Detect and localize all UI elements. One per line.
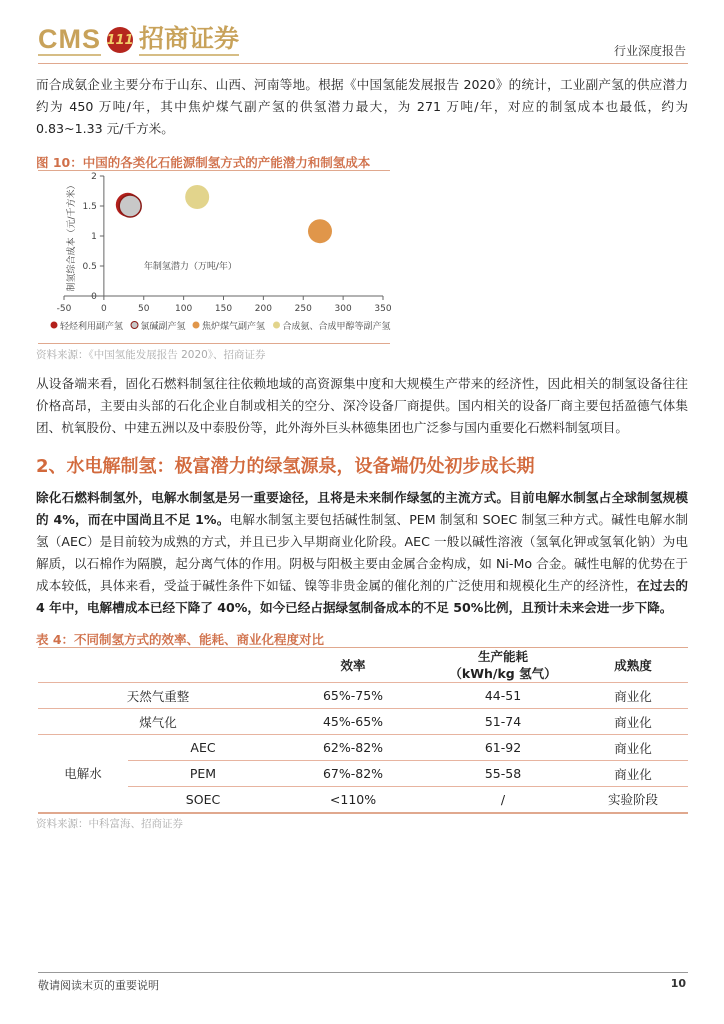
y-tick-label: 0.5 bbox=[82, 262, 97, 272]
y-tick-label: 2 bbox=[91, 172, 97, 182]
cell: 商业化 bbox=[578, 683, 688, 709]
y-axis-label: 制氢综合成本（元/千方米） bbox=[66, 180, 77, 292]
header-energy-l2: （kWh/kg 氢气） bbox=[449, 666, 557, 681]
x-tick-label: 50 bbox=[138, 304, 150, 314]
x-tick-label: -50 bbox=[56, 304, 72, 314]
paragraph-1: 而合成氨企业主要分布于山东、山西、河南等地。根据《中国氢能发展报告 2020》的统计，工业副产氢的供应潜力约为 450 万吨/年，其中焦炉煤气副产氢的供氢潜力最大，为 271 万吨/年，对应的制氢成本也最低，约为 0.83~1.33 元/千方米。 bbox=[36, 77, 688, 136]
legend-marker bbox=[273, 322, 280, 329]
y-tick-label: 0 bbox=[91, 292, 97, 302]
cell: 商业化 bbox=[578, 709, 688, 735]
x-tick-label: 300 bbox=[334, 304, 352, 314]
bubble-合成氨、合成甲醇等副产氢 bbox=[185, 185, 209, 209]
company-logo bbox=[38, 24, 239, 56]
legend-label: 合成氨、合成甲醇等副产氢 bbox=[282, 322, 391, 332]
cell: 67%-82% bbox=[322, 766, 384, 781]
figure-source: 资料来源：《中国氢能发展报告 2020》、招商证券 bbox=[36, 349, 266, 361]
table-source: 资料来源：中科富海、招商证券 bbox=[36, 818, 183, 830]
bold-text-1: 除化石燃料制氢外，电解水制氢是另一重要途径，且将是未来制作绿氢的主流方式。目前电解水制氢占全球制氢规模的 4%，而在中国尚且不足 1%。 bbox=[36, 490, 688, 527]
row-name: 天然气重整 bbox=[38, 683, 278, 709]
legend-marker bbox=[193, 322, 200, 329]
row-name: AEC bbox=[128, 735, 278, 761]
cell: / bbox=[500, 791, 506, 807]
header-energy-l1: 生产能耗 bbox=[477, 649, 528, 664]
text-1: 电解水制氢主要包括碱性制氢、PEM 制氢和 SOEC 制氢三种方式。碱性电解水制氢（AEC）是目前较为成熟的方式，并且已步入早期商业化阶段。AEC 一般以碱性溶液（氢氧化钾或氢氧化钠）为电解质，以石棉作为隔膜，起分离气体的作用。阴极与阳极主要由金属合金构成，如 Ni-Mo 合金。碱性电解的优势在于成本较低，具体来看，受益于碱性条件下如锰、镍等非贵金属的催化剂的广泛使用和规模化生产的经济性， bbox=[36, 512, 689, 593]
cell: 62%-82% bbox=[278, 735, 428, 761]
legend-label: 氯碱副产氢 bbox=[140, 322, 186, 332]
logo-cn: 招商证券 bbox=[139, 24, 239, 56]
x-tick-label: 350 bbox=[374, 304, 392, 314]
cell: 45%-65% bbox=[278, 709, 428, 735]
figure-divider bbox=[38, 170, 390, 171]
cell: 65%-75% bbox=[278, 683, 428, 709]
page-number: 10 bbox=[670, 977, 686, 990]
x-tick-label: 100 bbox=[175, 304, 193, 314]
x-tick-label: 0 bbox=[101, 304, 107, 314]
cell: 实验阶段 bbox=[607, 792, 658, 808]
cell: 51-74 bbox=[428, 709, 578, 735]
report-type: 行业深度报告 bbox=[613, 44, 686, 58]
cell: <110% bbox=[329, 791, 377, 807]
y-tick-label: 1 bbox=[91, 232, 97, 242]
x-axis-label: 年制氢潜力（万吨/年） bbox=[143, 262, 237, 272]
legend-label: 焦炉煤气副产氢 bbox=[202, 322, 266, 332]
cell: 44-51 bbox=[428, 683, 578, 709]
cell: 55-58 bbox=[484, 766, 522, 781]
group-name: 电解水 bbox=[38, 735, 128, 813]
bubble-焦炉煤气副产氢 bbox=[308, 219, 332, 243]
paragraph-2: 从设备端来看，固化石燃料制氢往往依赖地域的高资源集中度和大规模生产带来的经济性，因此相关的制氢设备往往价格高昂，主要由头部的石化企业自制或相关的空分、深冷设备厂商提供。国内相关的设备厂商主要包括盈德气体集团、杭氧股份、中建五洲以及中泰股份等，此外海外巨头林德集团也广泛参与国内重要化石燃料制氢项目。 bbox=[36, 376, 688, 435]
header-maturity: 成熟度 bbox=[614, 658, 652, 673]
paragraph-3 bbox=[36, 487, 688, 619]
x-tick-label: 150 bbox=[214, 304, 233, 314]
table-header-row bbox=[38, 648, 688, 683]
comparison-table bbox=[38, 648, 688, 814]
footer-divider bbox=[38, 972, 688, 973]
x-tick-label: 250 bbox=[294, 304, 312, 314]
bubble-chart bbox=[36, 172, 396, 337]
bold-text-2: 在过去的 4 年中，电解槽成本已经下降了 40%，如今已经占据绿氢制备成本的不足 50%比例，且预计未来会进一步下降。 bbox=[36, 578, 689, 615]
table-row bbox=[38, 761, 688, 787]
row-name: SOEC bbox=[185, 791, 221, 807]
figure-bottom-divider bbox=[38, 343, 390, 344]
legend-marker bbox=[51, 322, 58, 329]
logo-en: CMS bbox=[38, 24, 101, 54]
table-row bbox=[38, 683, 688, 709]
cell: 商业化 bbox=[578, 735, 688, 761]
cell: 商业化 bbox=[614, 766, 652, 782]
x-tick-label: 200 bbox=[254, 304, 272, 314]
header-divider bbox=[38, 63, 688, 64]
header-energy bbox=[428, 648, 578, 683]
table-row bbox=[38, 709, 688, 735]
footer-disclaimer: 敬请阅读末页的重要说明 bbox=[38, 979, 159, 992]
y-tick-label: 1.5 bbox=[82, 202, 97, 212]
legend-label: 轻烃利用副产氢 bbox=[60, 322, 124, 332]
section-heading: 2、水电解制氢：极富潜力的绿氢源泉，设备端仍处初步成长期 bbox=[36, 456, 535, 477]
legend-marker bbox=[131, 322, 138, 329]
figure-caption: 图 10：中国的各类化石能源制氢方式的产能潜力和制氢成本 bbox=[36, 155, 371, 170]
bubble-氯碱副产氢 bbox=[119, 195, 141, 217]
logo-seal-icon: 111 bbox=[107, 27, 133, 53]
row-name: PEM bbox=[189, 766, 217, 781]
row-name: 煤气化 bbox=[38, 709, 278, 735]
cell: 61-92 bbox=[428, 735, 578, 761]
table-row bbox=[38, 787, 688, 813]
header-efficiency: 效率 bbox=[340, 658, 366, 673]
table-caption: 表 4：不同制氢方式的效率、能耗、商业化程度对比 bbox=[36, 632, 325, 647]
table-row bbox=[38, 735, 688, 761]
